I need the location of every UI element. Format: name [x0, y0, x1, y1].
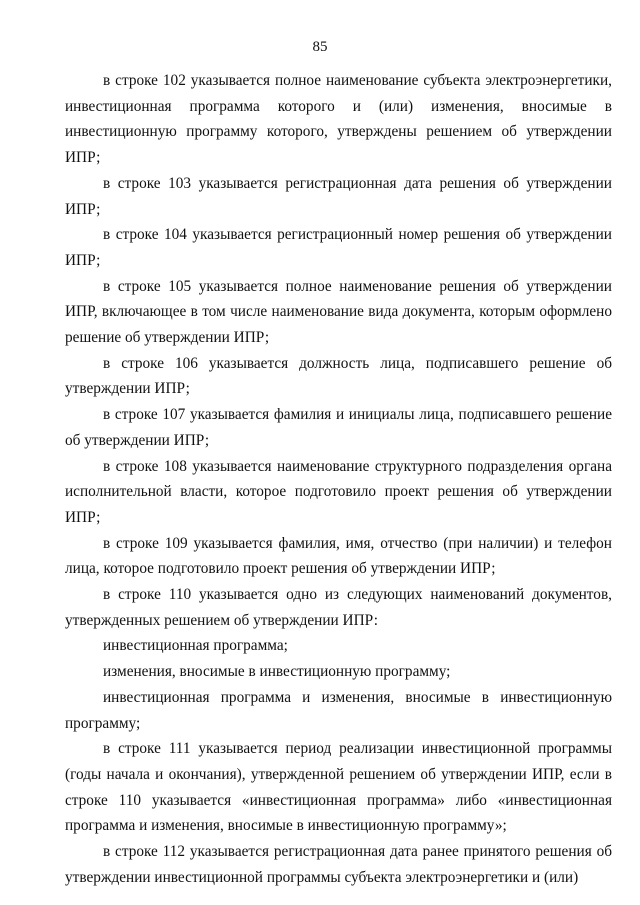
- paragraph-row-110: в строке 110 указывается одно из следующих наименований документов, утвержденных решением об утверждении ИПР:: [65, 586, 612, 629]
- page-number: 85: [312, 39, 328, 55]
- paragraph-row-112: в строке 112 указывается регистрационная дата ранее принятого решения об утверждении инвестиционной программы субъекта электроэнергетики и (или): [65, 843, 612, 886]
- list-item-program-and-changes: инвестиционная программа и изменения, вносимые в инвестиционную программу;: [65, 688, 612, 732]
- paragraph-row-105: в строке 105 указывается полное наименование решения об утверждении ИПР, включающее в том числе наименование вида документа, которым оформлено решение об утверждении ИПР;: [65, 277, 612, 347]
- list-item-changes: изменения, вносимые в инвестиционную программу;: [103, 663, 451, 681]
- paragraph-row-109: в строке 109 указывается фамилия, имя, отчество (при наличии) и телефон лица, которое подготовило проект решения об утверждении ИПР;: [65, 534, 612, 578]
- paragraph-row-103: в строке 103 указывается регистрационная дата решения об утверждении ИПР;: [65, 174, 612, 218]
- list-item-investment-program: инвестиционная программа;: [103, 637, 288, 655]
- paragraph-row-102: в строке 102 указывается полное наименование субъекта электроэнергетики, инвестиционная программа которого и (или) изменения, вносимые в инвестиционную программу которого, утверждены решением об утверждении ИПР;: [65, 72, 612, 167]
- document-body: [65, 68, 612, 891]
- paragraph-row-106: в строке 106 указывается должность лица, подписавшего решение об утверждении ИПР;: [65, 354, 612, 398]
- paragraph-row-107: в строке 107 указывается фамилия и инициалы лица, подписавшего решение об утверждении ИПР;: [65, 406, 612, 449]
- paragraph-row-104: в строке 104 указывается регистрационный номер решения об утверждении ИПР;: [65, 226, 612, 269]
- paragraph-row-111: в строке 111 указывается период реализации инвестиционной программы (годы начала и окончания), утвержденной решением об утверждении ИПР, если в строке 110 указывается «инвестиционная программа» либо «инвестиционная программа и изменения, вносимые в инвестиционную программу»;: [65, 740, 612, 835]
- paragraph-row-108: в строке 108 указывается наименование структурного подразделения органа исполнительной власти, которое подготовило проект решения об утверждении ИПР;: [65, 457, 612, 526]
